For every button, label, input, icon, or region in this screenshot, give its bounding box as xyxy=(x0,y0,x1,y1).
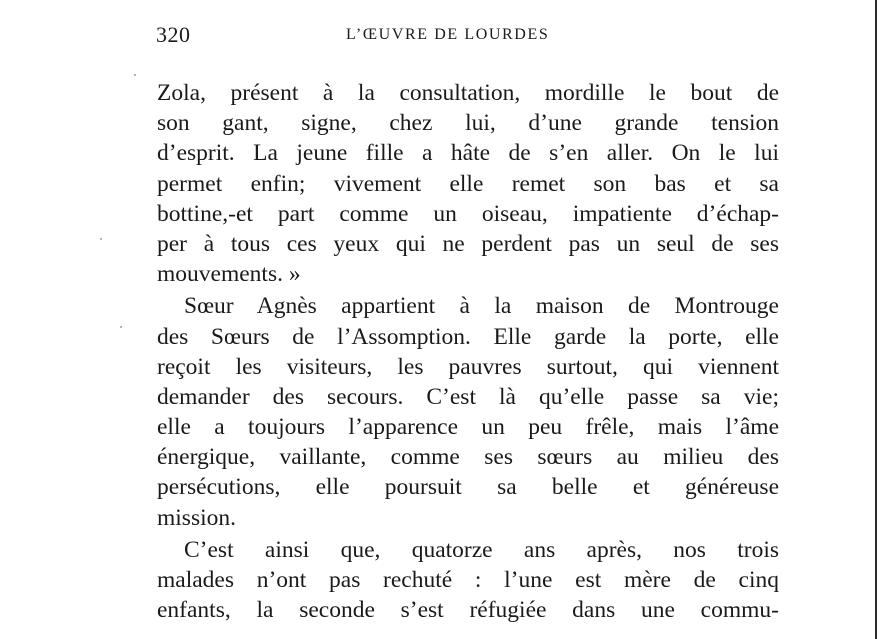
text-line: elle a toujours l’apparence un peu frêle, mais l’âme xyxy=(157,414,779,441)
text-line: C’est ainsi que, quatorze ans après, nos trois xyxy=(184,536,779,563)
margin-speck xyxy=(134,74,136,76)
text-line: per à tous ces yeux qui ne perdent pas un seul de ses xyxy=(157,230,779,257)
text-line: son gant, signe, chez lui, d’une grande tension xyxy=(157,110,779,137)
paragraph-soeur-agnes xyxy=(157,291,779,533)
text-line: demander des secours. C’est là qu’elle passe sa vie; xyxy=(157,383,779,410)
text-line: mouvements. » xyxy=(157,261,301,288)
text-line: enfants, la seconde s’est réfugiée dans une commu- xyxy=(157,597,779,624)
body-text xyxy=(157,78,779,627)
running-title: L’ŒUVRE DE LOURDES xyxy=(346,26,550,43)
page-edge-rule xyxy=(875,0,877,639)
text-line: permet enfin; vivement elle remet son bas et sa xyxy=(157,170,779,197)
text-line: malades n’ont pas rechuté : l’une est mère de cinq xyxy=(157,567,779,593)
paragraph-zola xyxy=(157,78,779,289)
page-number: 320 xyxy=(156,22,191,47)
text-line: Zola, présent à la consultation, mordille le bout de xyxy=(157,80,779,106)
margin-speck xyxy=(120,326,122,328)
text-line: Sœur Agnès appartient à la maison de Montrouge xyxy=(184,293,779,320)
margin-speck xyxy=(100,238,102,240)
text-line: reçoit les visiteurs, les pauvres surtout, qui viennent xyxy=(157,353,779,380)
text-line: des Sœurs de l’Assomption. Elle garde la porte, elle xyxy=(157,323,779,350)
text-line: mission. xyxy=(157,504,237,531)
paragraph-quatorze-ans xyxy=(157,535,779,626)
text-line: persécutions, elle poursuit sa belle et généreuse xyxy=(157,474,779,501)
text-line: bottine,-et part comme un oiseau, impatiente d’échap- xyxy=(157,200,779,227)
text-line: d’esprit. La jeune fille a hâte de s’en aller. On le lui xyxy=(157,140,779,167)
running-header xyxy=(156,22,780,52)
text-line: énergique, vaillante, comme ses sœurs au milieu des xyxy=(157,444,779,471)
